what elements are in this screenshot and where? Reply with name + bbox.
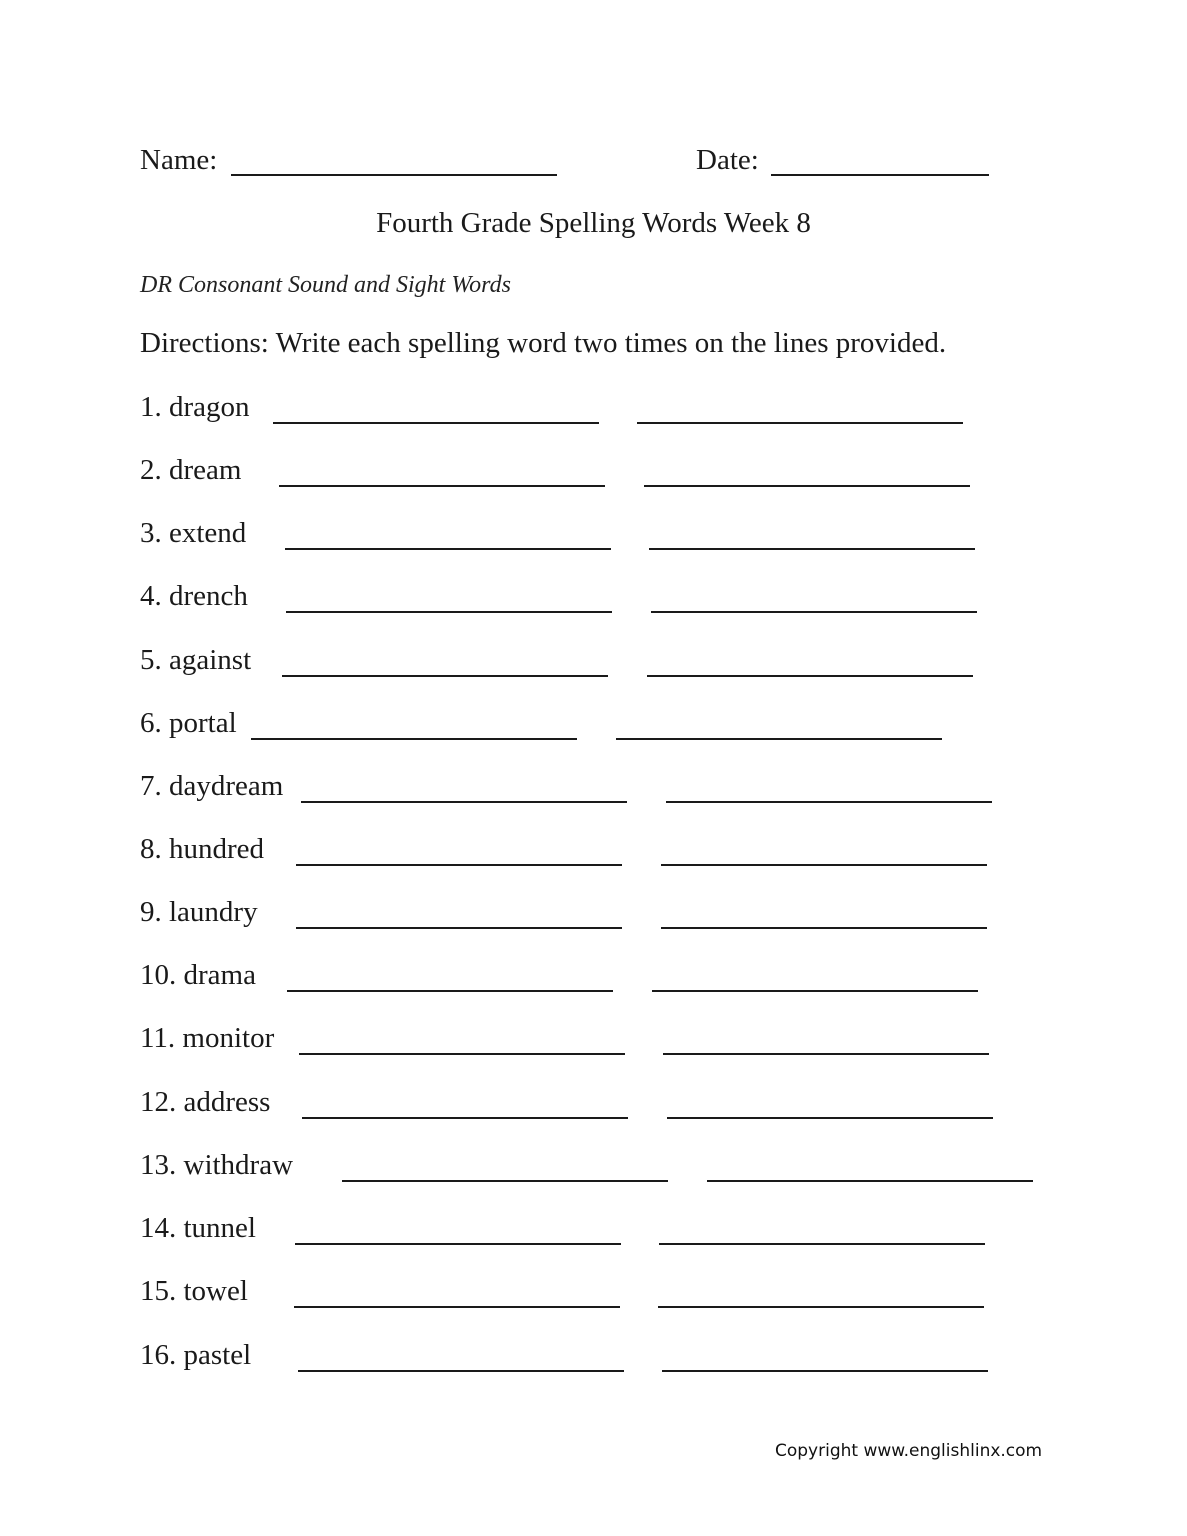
spelling-word-label: 12. address [140, 1086, 271, 1118]
date-label: Date: [696, 144, 759, 176]
spelling-word-label: 4. drench [140, 580, 248, 612]
write-line-second[interactable] [666, 801, 992, 803]
write-line-second[interactable] [647, 675, 973, 677]
spelling-word-label: 16. pastel [140, 1339, 252, 1371]
write-line-first[interactable] [285, 548, 611, 550]
copyright-text: Copyright www.englishlinx.com [775, 1441, 1043, 1461]
worksheet-subtitle: DR Consonant Sound and Sight Words [140, 272, 511, 298]
write-line-second[interactable] [659, 1243, 985, 1245]
name-label: Name: [140, 144, 218, 176]
spelling-word-label: 3. extend [140, 517, 247, 549]
write-line-second[interactable] [616, 738, 942, 740]
write-line-second[interactable] [644, 485, 970, 487]
spelling-word-label: 9. laundry [140, 896, 258, 928]
write-line-second[interactable] [658, 1306, 984, 1308]
write-line-second[interactable] [663, 1053, 989, 1055]
write-line-second[interactable] [661, 864, 987, 866]
directions-text: Directions: Write each spelling word two times on the lines provided. [140, 327, 947, 359]
spelling-word-label: 6. portal [140, 707, 237, 739]
write-line-second[interactable] [707, 1180, 1033, 1182]
write-line-first[interactable] [282, 675, 608, 677]
spelling-word-label: 15. towel [140, 1275, 248, 1307]
write-line-first[interactable] [298, 1370, 624, 1372]
date-input-line[interactable] [771, 174, 989, 176]
write-line-second[interactable] [637, 422, 963, 424]
write-line-first[interactable] [287, 990, 613, 992]
write-line-second[interactable] [649, 548, 975, 550]
write-line-second[interactable] [667, 1117, 993, 1119]
write-line-second[interactable] [652, 990, 978, 992]
write-line-first[interactable] [296, 927, 622, 929]
name-input-line[interactable] [231, 174, 557, 176]
write-line-first[interactable] [295, 1243, 621, 1245]
spelling-word-label: 1. dragon [140, 391, 250, 423]
spelling-word-label: 10. drama [140, 959, 256, 991]
spelling-word-label: 11. monitor [140, 1022, 275, 1054]
spelling-word-label: 14. tunnel [140, 1212, 256, 1244]
write-line-second[interactable] [662, 1370, 988, 1372]
write-line-first[interactable] [302, 1117, 628, 1119]
write-line-second[interactable] [651, 611, 977, 613]
write-line-first[interactable] [273, 422, 599, 424]
write-line-second[interactable] [661, 927, 987, 929]
write-line-first[interactable] [279, 485, 605, 487]
spelling-word-label: 2. dream [140, 454, 242, 486]
write-line-first[interactable] [286, 611, 612, 613]
spelling-word-label: 8. hundred [140, 833, 265, 865]
worksheet-title: Fourth Grade Spelling Words Week 8 [376, 207, 811, 239]
spelling-word-label: 13. withdraw [140, 1149, 294, 1181]
spelling-word-label: 7. daydream [140, 770, 284, 802]
write-line-first[interactable] [299, 1053, 625, 1055]
write-line-first[interactable] [294, 1306, 620, 1308]
spelling-word-label: 5. against [140, 644, 252, 676]
write-line-first[interactable] [296, 864, 622, 866]
write-line-first[interactable] [301, 801, 627, 803]
write-line-first[interactable] [342, 1180, 668, 1182]
write-line-first[interactable] [251, 738, 577, 740]
